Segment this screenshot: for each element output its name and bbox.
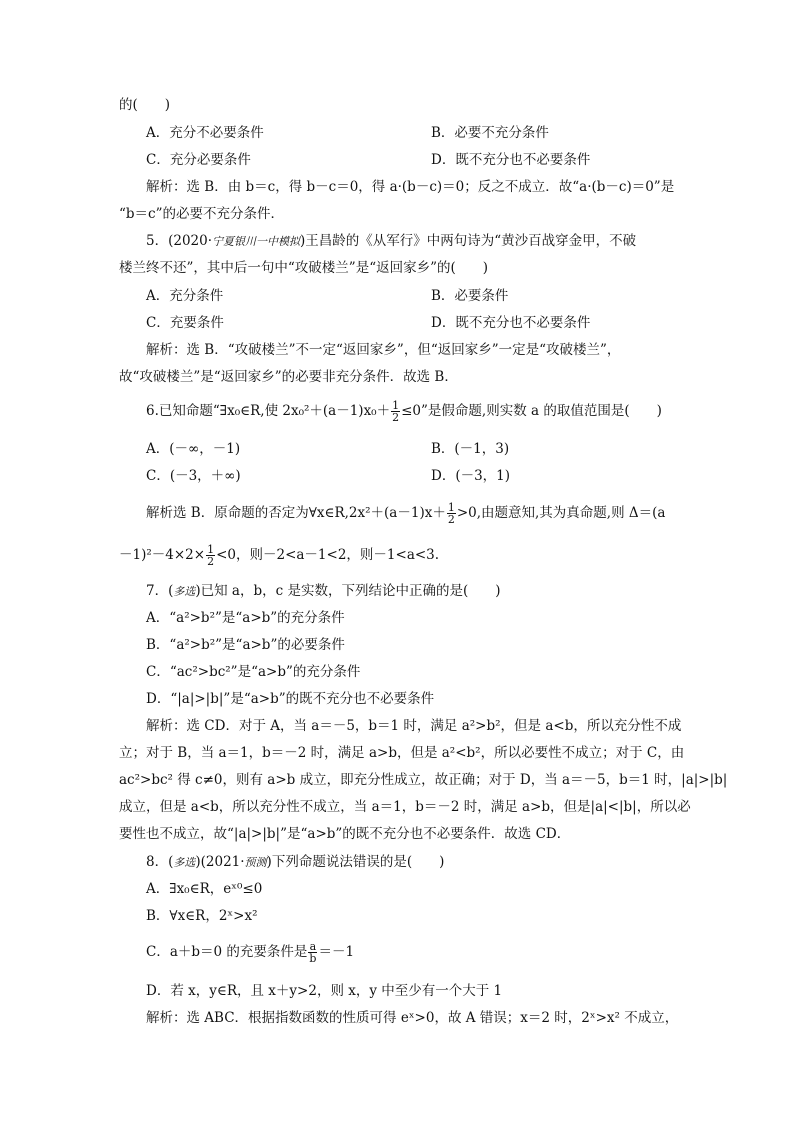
q8-year: )(2021· — [195, 854, 245, 870]
q8-fraction-a-over-b — [308, 941, 317, 964]
q8-option-d: D．若 x，y∈R，且 x＋y>2，则 x，y 中至少有一个大于 1 — [146, 983, 503, 999]
q5-option-d: D．既不充分也不必要条件 — [431, 315, 591, 331]
q5-analysis-line-1: 解析：选 B．“攻破楼兰”不一定“返回家乡”，但“返回家乡”一定是“攻破楼兰”， — [146, 342, 621, 358]
fraction-numerator: 1 — [207, 543, 215, 556]
q6-analysis-part-4: <0，则－2<a－1<2，则－1<a<3. — [216, 547, 440, 563]
q6-analysis-part-2: >0,由题意知,其为真命题,则 Δ＝(a — [456, 505, 666, 521]
q6-stem-part-2: ≤0”是假命题,则实数 a 的取值范围是( ) — [401, 403, 662, 419]
q7-analysis-line-1: 解析：选 CD．对于 A，当 a＝－5，b＝1 时，满足 a²>b²，但是 a<b，所以充分性不成 — [146, 718, 682, 734]
q8-stem-text: )下列命题说法错误的是( ) — [266, 854, 445, 870]
q6-analysis-fraction-2 — [206, 544, 215, 567]
q6-analysis-part-3: －1)²－4×2× — [119, 547, 206, 563]
q7-analysis-line-4: 成立，但是 a<b，所以充分性不成立，当 a＝1，b＝－2 时，满足 a>b，但是|a|<|b|，所以必 — [119, 799, 691, 815]
q7-option-c: C．“ac²>bc²”是“a>b”的充分条件 — [146, 664, 361, 680]
q4-option-b: B．必要不充分条件 — [431, 125, 549, 141]
q8-multi-tag: 多选 — [173, 856, 196, 869]
q8-source-tag: 预测 — [244, 856, 267, 869]
q5-stem-line-1 — [146, 232, 636, 251]
q5-option-c: C．充要条件 — [146, 315, 224, 331]
q6-option-a: A．(－∞，－1) — [146, 441, 241, 457]
fraction-numerator: 1 — [392, 399, 400, 412]
q7-analysis-line-5: 要性也不成立，故“|a|>|b|”是“a>b”的既不充分也不必要条件．故选 CD． — [119, 826, 571, 842]
q7-stem — [146, 582, 501, 601]
q5-stem-line-2: 楼兰终不还”，其中后一句中“攻破楼兰”是“返回家乡”的( ) — [119, 260, 489, 276]
q7-analysis-line-3: ac²>bc² 得 c≠0，则有 a>b 成立，即充分性成立，故正确；对于 D，当 a＝－5，b＝1 时，|a|>|b| — [119, 772, 728, 788]
q7-option-d: D．“|a|>|b|”是“a>b”的既不充分也不必要条件 — [146, 691, 435, 707]
q6-analysis-fraction — [447, 502, 456, 525]
fraction-denominator: b — [309, 952, 317, 965]
fraction-denominator: 2 — [207, 555, 215, 568]
q8-option-c-text: C．a＋b＝0 的充要条件是 — [146, 944, 308, 960]
q5-number: 5．(2020· — [146, 233, 213, 249]
q6-option-d: D．(－3，1) — [431, 468, 511, 484]
q6-stem — [146, 398, 662, 424]
q7-multi-tag: 多选 — [173, 585, 196, 598]
q7-number: 7．( — [146, 583, 174, 599]
q8-analysis-line-1: 解析：选 ABC．根据指数函数的性质可得 eˣ>0，故 A 错误；x＝2 时，2ˣ>x² 不成立， — [146, 1010, 679, 1026]
q4-option-a: A．充分不必要条件 — [146, 125, 264, 141]
q5-source-tag: 宁夏银川一中模拟 — [212, 235, 301, 248]
q4-analysis-line-1: 解析：选 B．由 b＝c，得 b－c＝0，得 a·(b－c)＝0；反之不成立．故“a·(b－c)＝0”是 — [146, 179, 675, 195]
q6-analysis-line-2 — [119, 542, 439, 568]
q8-stem — [146, 853, 444, 872]
q4-option-c: C．充分必要条件 — [146, 152, 251, 168]
q8-option-b: B．∀x∈R，2ˣ>x² — [146, 908, 258, 924]
q7-analysis-line-2: 立；对于 B，当 a＝1，b＝－2 时，满足 a>b，但是 a²<b²，所以必要性不成立；对于 C，由 — [119, 745, 685, 761]
q6-analysis-line-1 — [146, 500, 665, 526]
q5-option-b: B．必要条件 — [431, 288, 509, 304]
q7-option-a: A．“a²>b²”是“a>b”的充分条件 — [146, 610, 345, 626]
q8-option-a: A．∃x₀∈R，eˣ⁰≤0 — [146, 881, 263, 897]
fraction-denominator: 2 — [392, 411, 400, 424]
fraction-numerator: 1 — [447, 501, 455, 514]
fraction-denominator: 2 — [447, 513, 455, 526]
q6-fraction-half — [391, 400, 400, 423]
q6-stem-part-1: 6.已知命题“∃x₀∈R,使 2x₀²＋(a－1)x₀＋ — [146, 403, 391, 419]
q5-option-a: A．充分条件 — [146, 288, 224, 304]
q5-stem-text: )王昌龄的《从军行》中两句诗为“黄沙百战穿金甲，不破 — [300, 233, 637, 249]
q6-option-b: B．(－1，3) — [431, 441, 510, 457]
q8-option-c-value: ＝－1 — [318, 944, 355, 960]
q4-option-d: D．既不充分也不必要条件 — [431, 152, 591, 168]
q5-analysis-line-2: 故“攻破楼兰”是“返回家乡”的必要非充分条件．故选 B． — [119, 369, 458, 385]
q4-analysis-line-2: “b＝c”的必要不充分条件． — [119, 206, 285, 222]
fraction-numerator: a — [309, 940, 317, 953]
q4-stem-end: 的( ) — [119, 97, 171, 113]
q8-option-c — [146, 938, 354, 966]
q6-analysis-part-1: 解析选 B．原命题的否定为∀x∈R,2x²＋(a－1)x＋ — [146, 505, 446, 521]
q6-option-c: C．(－3，＋∞) — [146, 468, 241, 484]
q7-stem-text: )已知 a，b，c 是实数，下列结论中正确的是( ) — [195, 583, 501, 599]
q8-number: 8．( — [146, 854, 174, 870]
q7-option-b: B．“a²>b²”是“a>b”的必要条件 — [146, 637, 345, 653]
